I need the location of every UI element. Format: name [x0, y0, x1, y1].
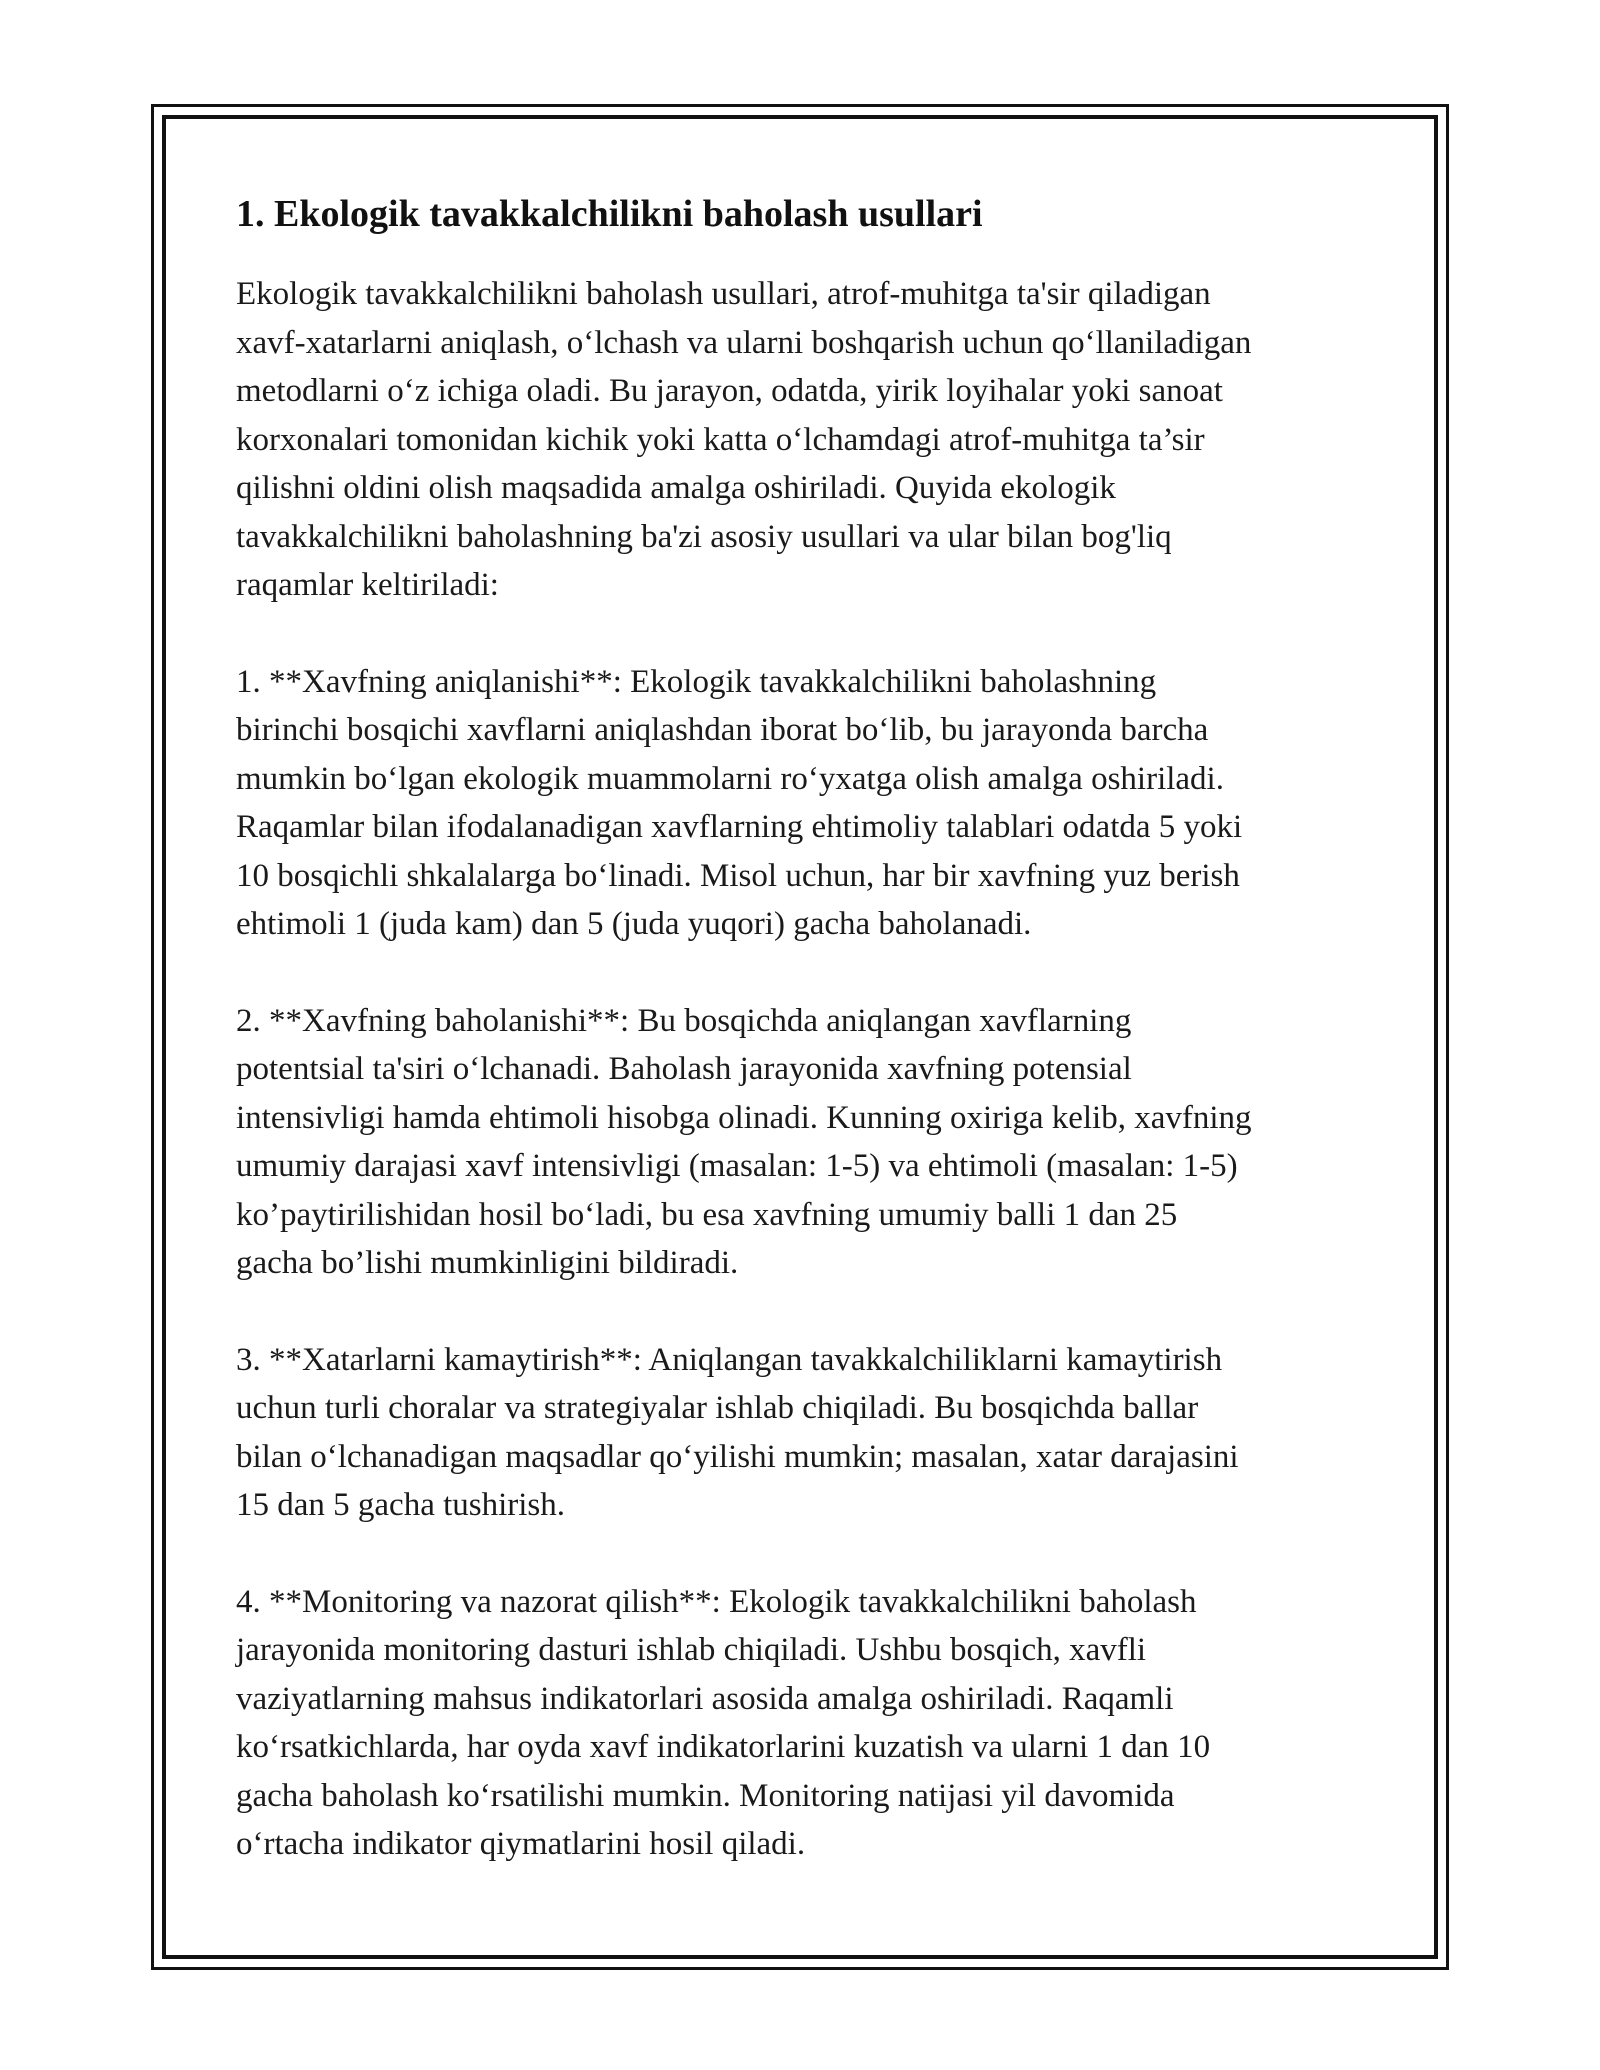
item-paragraph-3: 3. **Xatarlarni kamaytirish**: Aniqlangan tavakkalchiliklarni kamaytirish uchun turli choralar va strategiyalar ishlab chiqiladi. Bu bosqichda ballar bilan o‘lchanadigan maqsadlar qo‘yilishi mumkin; masalan, xatar darajasini 15 dan 5 gacha tushirish. [236, 1341, 1239, 1523]
section-heading: 1. Ekologik tavakkalchilikni baholash usullari [236, 193, 983, 235]
intro-paragraph: Ekologik tavakkalchilikni baholash usullari, atrof-muhitga ta'sir qiladigan xavf-xatarlarni aniqlash, o‘lchash va ularni boshqarish uchun qo‘llaniladigan metodlarni o‘z ichiga oladi. Bu jarayon, odatda, yirik loyihalar yoki sanoat korxonalari tomonidan kichik yoki katta o‘lchamdagi atrof-muhitga ta’sir qilishni oldini olish maqsadida amalga oshiriladi. Quyida ekologik tavakkalchilikni baholashning ba'zi asosiy usullari va ular bilan bog'liq raqamlar keltiriladi: [236, 276, 1252, 603]
item-paragraph-4: 4. **Monitoring va nazorat qilish**: Ekologik tavakkalchilikni baholash jarayonida monitoring dasturi ishlab chiqiladi. Ushbu bosqich, xavfli vaziyatlarning mahsus indikatorlari asosida amalga oshiriladi. Raqamli ko‘rsatkichlarda, har oyda xavf indikatorlarini kuzatish va ularni 1 dan 10 gacha baholash ko‘rsatilishi mumkin. Monitoring natijasi yil davomida o‘rtacha indikator qiymatlarini hosil qiladi. [236, 1583, 1211, 1862]
item-paragraph-1: 1. **Xavfning aniqlanishi**: Ekologik tavakkalchilikni baholashning birinchi bosqichi xavflarni aniqlashdan iborat bo‘lib, bu jarayonda barcha mumkin bo‘lgan ekologik muammolarni ro‘yxatga olish amalga oshiriladi. Raqamlar bilan ifodalanadigan xavflarning ehtimoliy talablari odatda 5 yoki 10 bosqichli shkalalarga bo‘linadi. Misol uchun, har bir xavfning yuz berish ehtimoli 1 (juda kam) dan 5 (juda yuqori) gacha baholanadi. [236, 663, 1243, 942]
item-paragraph-2: 2. **Xavfning baholanishi**: Bu bosqichda aniqlangan xavflarning potentsial ta'siri o‘lchanadi. Baholash jarayonida xavfning potensial intensivligi hamda ehtimoli hisobga olinadi. Kunning oxiriga kelib, xavfning umumiy darajasi xavf intensivligi (masalan: 1-5) va ehtimoli (masalan: 1-5) ko’paytirilishidan hosil bo‘ladi, bu esa xavfning umumiy balli 1 dan 25 gacha bo’lishi mumkinligini bildiradi. [236, 1002, 1252, 1281]
document-body [236, 186, 1376, 1917]
